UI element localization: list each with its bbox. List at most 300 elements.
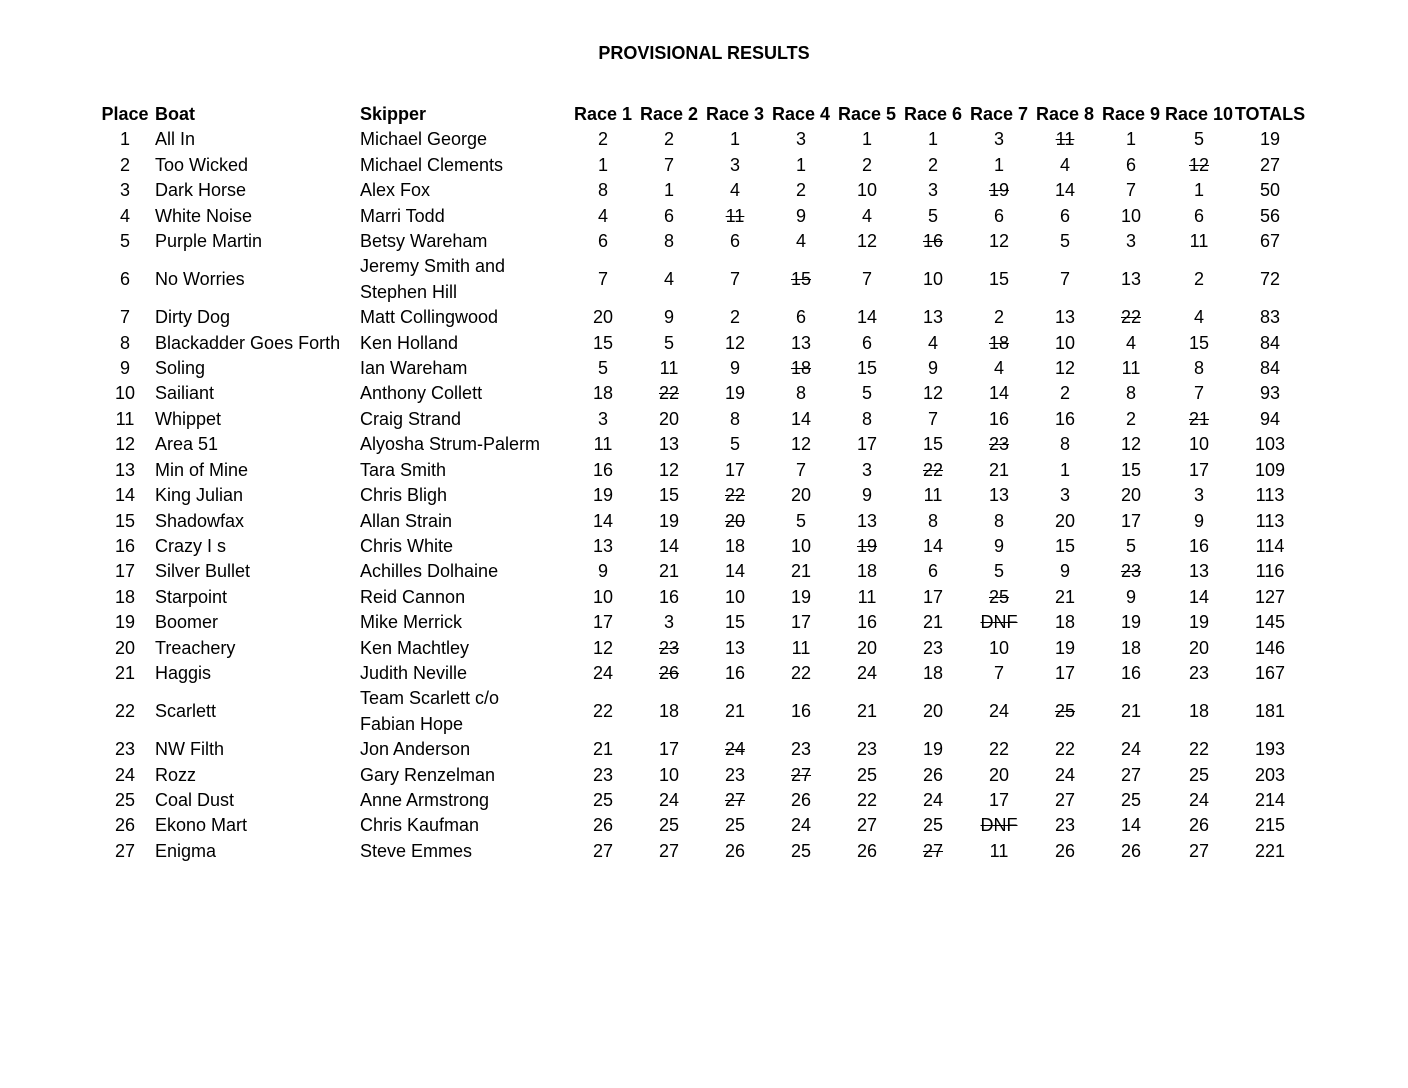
race-score: 18 <box>856 561 878 582</box>
race-score: 25 <box>856 764 878 785</box>
totals-cell: 83 <box>1259 307 1281 328</box>
boat-cell: Boomer <box>155 612 219 633</box>
race-7-cell <box>966 458 1032 483</box>
race-7-cell <box>966 559 1032 584</box>
boat-cell: Shadowfax <box>155 510 245 531</box>
race-9-cell <box>1098 178 1164 203</box>
race-score: 19 <box>1120 612 1142 633</box>
race-score: 9 <box>663 307 674 328</box>
race-5-cell <box>834 661 900 686</box>
race-7-cell <box>966 483 1032 508</box>
race-score: 1 <box>927 129 938 150</box>
race-score: 16 <box>1188 535 1210 556</box>
race-score: 26 <box>1188 815 1210 836</box>
race-3-cell <box>702 483 768 508</box>
totals-cell: 127 <box>1254 586 1286 607</box>
race-score: 23 <box>922 637 944 658</box>
boat-cell: Enigma <box>155 840 217 861</box>
race-3-cell <box>702 432 768 457</box>
race-8-cell <box>1032 788 1098 813</box>
race-7-cell <box>966 432 1032 457</box>
place-cell: 19 <box>114 612 136 633</box>
race-2-cell <box>636 305 702 330</box>
race-7-cell <box>966 788 1032 813</box>
race-6-cell <box>900 432 966 457</box>
skipper-cell <box>360 788 570 813</box>
race-5-cell <box>834 813 900 838</box>
race-score: 21 <box>1054 586 1076 607</box>
race-score: 9 <box>597 561 608 582</box>
race-score: 2 <box>861 154 872 175</box>
boat-cell: Too Wicked <box>155 154 249 175</box>
race-score: 13 <box>922 307 944 328</box>
race-score: 24 <box>1188 789 1210 810</box>
race-9-cell <box>1098 839 1164 864</box>
skipper-cell <box>360 483 570 508</box>
race-score: 18 <box>724 535 746 556</box>
race-score: 5 <box>597 358 608 379</box>
race-score: 27 <box>592 840 614 861</box>
race-2-cell <box>636 356 702 381</box>
race-score: 4 <box>795 231 806 252</box>
race-score: 5 <box>861 383 872 404</box>
race-7-cell <box>966 178 1032 203</box>
race-9-cell <box>1098 356 1164 381</box>
race-score: 4 <box>597 205 608 226</box>
race-2-cell <box>636 737 702 762</box>
race-score: 4 <box>927 332 938 353</box>
race-8-cell <box>1032 636 1098 661</box>
race-2-cell <box>636 585 702 610</box>
place-cell: 4 <box>119 205 130 226</box>
totals-cell: 103 <box>1254 434 1286 455</box>
table-header <box>95 102 1306 127</box>
boat-cell: Area 51 <box>155 434 219 455</box>
skipper-name-line: Mike Merrick <box>360 612 462 633</box>
race-6-cell <box>900 763 966 788</box>
race-score: 8 <box>1193 358 1204 379</box>
race-score: 13 <box>988 485 1010 506</box>
totals-cell: 27 <box>1259 154 1281 175</box>
skipper-cell <box>360 534 570 559</box>
place-cell: 24 <box>114 764 136 785</box>
race-score: 9 <box>1193 510 1204 531</box>
race-2-cell <box>636 610 702 635</box>
race-score: 10 <box>724 586 746 607</box>
race-score-dropped: 21 <box>1188 408 1210 429</box>
header-race-2: Race 2 <box>639 104 699 124</box>
race-score-dropped: 11 <box>725 205 745 226</box>
race-score: 13 <box>1054 307 1076 328</box>
race-3-cell <box>702 254 768 305</box>
race-1-cell <box>570 636 636 661</box>
race-10-cell <box>1164 381 1234 406</box>
table-row <box>95 636 1306 661</box>
race-score: 3 <box>927 180 938 201</box>
race-10-cell <box>1164 432 1234 457</box>
race-score: 10 <box>1054 332 1076 353</box>
race-6-cell <box>900 813 966 838</box>
race-score: 14 <box>790 408 812 429</box>
race-4-cell <box>768 458 834 483</box>
boat-cell: Dark Horse <box>155 180 247 201</box>
race-score: 9 <box>861 485 872 506</box>
race-5-cell <box>834 432 900 457</box>
race-3-cell <box>702 204 768 229</box>
race-score: 9 <box>729 358 740 379</box>
table-row <box>95 178 1306 203</box>
race-score-dropped: 22 <box>922 459 944 480</box>
race-score: 20 <box>988 764 1010 785</box>
skipper-name-line: Fabian Hope <box>360 713 464 734</box>
race-9-cell <box>1098 432 1164 457</box>
race-4-cell <box>768 229 834 254</box>
race-score: 23 <box>592 764 614 785</box>
race-score: 24 <box>790 815 812 836</box>
race-8-cell <box>1032 254 1098 305</box>
race-1-cell <box>570 788 636 813</box>
race-9-cell <box>1098 229 1164 254</box>
race-score: 4 <box>1059 154 1070 175</box>
race-6-cell <box>900 356 966 381</box>
race-9-cell <box>1098 153 1164 178</box>
race-3-cell <box>702 763 768 788</box>
race-score-dropped: 18 <box>790 358 812 379</box>
place-cell: 9 <box>119 358 130 379</box>
race-7-cell <box>966 305 1032 330</box>
skipper-cell <box>360 356 570 381</box>
race-score: 6 <box>861 332 872 353</box>
race-7-cell <box>966 356 1032 381</box>
race-9-cell <box>1098 686 1164 737</box>
race-2-cell <box>636 788 702 813</box>
boat-cell: Coal Dust <box>155 789 235 810</box>
race-2-cell <box>636 534 702 559</box>
race-score: 15 <box>1188 332 1210 353</box>
race-score: 7 <box>1059 269 1070 290</box>
race-8-cell <box>1032 331 1098 356</box>
race-4-cell <box>768 331 834 356</box>
race-score: 3 <box>1125 231 1136 252</box>
totals-cell: 84 <box>1259 332 1281 353</box>
race-score: 18 <box>592 383 614 404</box>
race-score: 7 <box>1193 383 1204 404</box>
place-cell: 21 <box>114 662 136 683</box>
race-1-cell <box>570 661 636 686</box>
place-cell: 6 <box>119 269 130 290</box>
boat-cell: All In <box>155 129 196 150</box>
race-4-cell <box>768 356 834 381</box>
race-5-cell <box>834 509 900 534</box>
race-7-cell <box>966 381 1032 406</box>
race-score: 5 <box>729 434 740 455</box>
race-1-cell <box>570 331 636 356</box>
race-score: 26 <box>1054 840 1076 861</box>
table-row <box>95 788 1306 813</box>
race-6-cell <box>900 534 966 559</box>
place-cell: 5 <box>119 231 130 252</box>
race-5-cell <box>834 610 900 635</box>
race-6-cell <box>900 585 966 610</box>
race-score: 27 <box>1120 764 1142 785</box>
race-3-cell <box>702 178 768 203</box>
boat-cell: No Worries <box>155 269 245 290</box>
race-5-cell <box>834 585 900 610</box>
race-4-cell <box>768 610 834 635</box>
race-score: 10 <box>856 180 878 201</box>
totals-cell: 221 <box>1254 840 1286 861</box>
skipper-cell <box>360 839 570 864</box>
race-4-cell <box>768 788 834 813</box>
race-4-cell <box>768 661 834 686</box>
race-score: 1 <box>1125 129 1136 150</box>
race-2-cell <box>636 458 702 483</box>
race-score: 10 <box>658 764 680 785</box>
race-4-cell <box>768 559 834 584</box>
boat-cell: Ekono Mart <box>155 815 248 836</box>
race-score: 7 <box>729 269 740 290</box>
race-10-cell <box>1164 585 1234 610</box>
race-score: 20 <box>922 701 944 722</box>
table-row <box>95 763 1306 788</box>
race-score: 10 <box>922 269 944 290</box>
race-5-cell <box>834 686 900 737</box>
race-score: 25 <box>922 815 944 836</box>
totals-cell: 114 <box>1255 535 1285 556</box>
race-score: 24 <box>592 662 614 683</box>
race-10-cell <box>1164 636 1234 661</box>
skipper-name-line: Steve Emmes <box>360 840 473 861</box>
race-3-cell <box>702 331 768 356</box>
race-score: 10 <box>1120 205 1142 226</box>
header-race-9: Race 9 <box>1101 104 1161 124</box>
boat-cell: Starpoint <box>155 586 228 607</box>
skipper-cell <box>360 661 570 686</box>
race-score: 2 <box>1125 408 1136 429</box>
race-4-cell <box>768 534 834 559</box>
race-score: 4 <box>861 205 872 226</box>
race-5-cell <box>834 331 900 356</box>
race-score: 13 <box>724 637 746 658</box>
race-3-cell <box>702 534 768 559</box>
race-4-cell <box>768 636 834 661</box>
place-cell: 15 <box>114 510 136 531</box>
race-5-cell <box>834 788 900 813</box>
race-7-cell <box>966 763 1032 788</box>
race-6-cell <box>900 331 966 356</box>
race-6-cell <box>900 737 966 762</box>
table-body <box>95 127 1306 864</box>
race-score: 25 <box>658 815 680 836</box>
race-6-cell <box>900 381 966 406</box>
race-6-cell <box>900 204 966 229</box>
race-score: 18 <box>658 701 680 722</box>
race-7-cell <box>966 153 1032 178</box>
race-7-cell <box>966 839 1032 864</box>
race-score: 15 <box>856 358 878 379</box>
place-cell: 25 <box>114 789 136 810</box>
totals-cell: 94 <box>1259 408 1281 429</box>
boat-cell: Soling <box>155 358 206 379</box>
race-score: 11 <box>1189 231 1209 252</box>
race-score-dropped: 23 <box>988 434 1010 455</box>
header-race-10: Race 10 <box>1164 104 1234 124</box>
race-6-cell <box>900 305 966 330</box>
race-score: 22 <box>856 789 878 810</box>
race-5-cell <box>834 381 900 406</box>
skipper-cell <box>360 585 570 610</box>
race-score: 21 <box>592 739 614 760</box>
race-score: 20 <box>790 485 812 506</box>
race-score: 7 <box>993 662 1004 683</box>
skipper-cell <box>360 432 570 457</box>
place-cell: 18 <box>114 586 136 607</box>
race-5-cell <box>834 356 900 381</box>
skipper-name-line: Betsy Wareham <box>360 231 488 252</box>
race-10-cell <box>1164 661 1234 686</box>
boat-cell: King Julian <box>155 485 244 506</box>
race-2-cell <box>636 839 702 864</box>
race-score: 6 <box>795 307 806 328</box>
totals-cell: 84 <box>1259 358 1281 379</box>
race-5-cell <box>834 254 900 305</box>
race-score: 12 <box>988 231 1010 252</box>
race-10-cell <box>1164 331 1234 356</box>
race-score: 22 <box>790 662 812 683</box>
race-3-cell <box>702 585 768 610</box>
skipper-name-line: Matt Collingwood <box>360 307 499 328</box>
table-row <box>95 153 1306 178</box>
race-7-cell <box>966 204 1032 229</box>
race-score: 25 <box>790 840 812 861</box>
race-10-cell <box>1164 839 1234 864</box>
race-score: 13 <box>790 332 812 353</box>
race-1-cell <box>570 153 636 178</box>
skipper-cell <box>360 178 570 203</box>
race-2-cell <box>636 636 702 661</box>
race-score: 20 <box>1120 485 1142 506</box>
race-score: 26 <box>856 840 878 861</box>
race-4-cell <box>768 305 834 330</box>
race-score: 8 <box>795 383 806 404</box>
race-score: 20 <box>1188 637 1210 658</box>
race-score: 9 <box>1125 586 1136 607</box>
header-boat: Boat <box>155 104 195 124</box>
race-10-cell <box>1164 407 1234 432</box>
place-cell: 14 <box>114 485 136 506</box>
race-5-cell <box>834 559 900 584</box>
place-cell: 20 <box>114 637 136 658</box>
race-score: 19 <box>658 510 680 531</box>
race-score: 24 <box>1120 739 1142 760</box>
race-score-dropped: 22 <box>724 485 746 506</box>
race-6-cell <box>900 254 966 305</box>
race-score: 2 <box>795 180 806 201</box>
race-2-cell <box>636 381 702 406</box>
race-score-dropped: 20 <box>724 510 746 531</box>
race-4-cell <box>768 127 834 152</box>
table-row <box>95 839 1306 864</box>
race-6-cell <box>900 610 966 635</box>
race-7-cell <box>966 737 1032 762</box>
table-row <box>95 737 1306 762</box>
race-4-cell <box>768 254 834 305</box>
race-score: 20 <box>592 307 614 328</box>
race-score: 13 <box>856 510 878 531</box>
race-9-cell <box>1098 509 1164 534</box>
race-8-cell <box>1032 585 1098 610</box>
race-score: 18 <box>1054 612 1076 633</box>
race-10-cell <box>1164 534 1234 559</box>
place-cell: 17 <box>114 561 136 582</box>
table-row <box>95 483 1306 508</box>
race-6-cell <box>900 407 966 432</box>
race-10-cell <box>1164 178 1234 203</box>
boat-cell: Rozz <box>155 764 197 785</box>
race-2-cell <box>636 559 702 584</box>
race-10-cell <box>1164 204 1234 229</box>
race-5-cell <box>834 636 900 661</box>
boat-cell: NW Filth <box>155 739 224 760</box>
race-2-cell <box>636 509 702 534</box>
race-3-cell <box>702 813 768 838</box>
race-score: 22 <box>1054 739 1076 760</box>
results-table <box>95 102 1306 864</box>
race-score: 8 <box>663 231 674 252</box>
race-score: 16 <box>988 408 1010 429</box>
race-score: 13 <box>658 434 680 455</box>
race-score: 7 <box>795 459 806 480</box>
race-score: 13 <box>592 535 614 556</box>
race-score: 17 <box>1188 459 1210 480</box>
race-8-cell <box>1032 381 1098 406</box>
skipper-cell <box>360 127 570 152</box>
race-9-cell <box>1098 305 1164 330</box>
race-1-cell <box>570 813 636 838</box>
race-score-dropped: 15 <box>790 269 812 290</box>
race-2-cell <box>636 813 702 838</box>
table-row <box>95 356 1306 381</box>
race-score: 4 <box>729 180 740 201</box>
race-score: 17 <box>658 739 680 760</box>
header-race-6: Race 6 <box>903 104 963 124</box>
race-score: 10 <box>988 637 1010 658</box>
race-6-cell <box>900 153 966 178</box>
race-score: 20 <box>1054 510 1076 531</box>
race-score: 22 <box>988 739 1010 760</box>
skipper-cell <box>360 254 570 305</box>
race-9-cell <box>1098 204 1164 229</box>
race-3-cell <box>702 788 768 813</box>
race-4-cell <box>768 407 834 432</box>
race-1-cell <box>570 432 636 457</box>
skipper-name-line: Anne Armstrong <box>360 789 490 810</box>
race-9-cell <box>1098 331 1164 356</box>
race-10-cell <box>1164 686 1234 737</box>
skipper-name-line: Stephen Hill <box>360 281 458 302</box>
race-score: 27 <box>856 815 878 836</box>
race-4-cell <box>768 763 834 788</box>
header-race-1: Race 1 <box>573 104 633 124</box>
boat-cell: Silver Bullet <box>155 561 251 582</box>
skipper-name-line: Reid Cannon <box>360 586 466 607</box>
skipper-name-line: Alyosha Strum-Palerm <box>360 434 541 455</box>
race-score: 19 <box>724 383 746 404</box>
race-9-cell <box>1098 661 1164 686</box>
race-5-cell <box>834 305 900 330</box>
boat-cell: Dirty Dog <box>155 307 231 328</box>
table-row <box>95 204 1306 229</box>
